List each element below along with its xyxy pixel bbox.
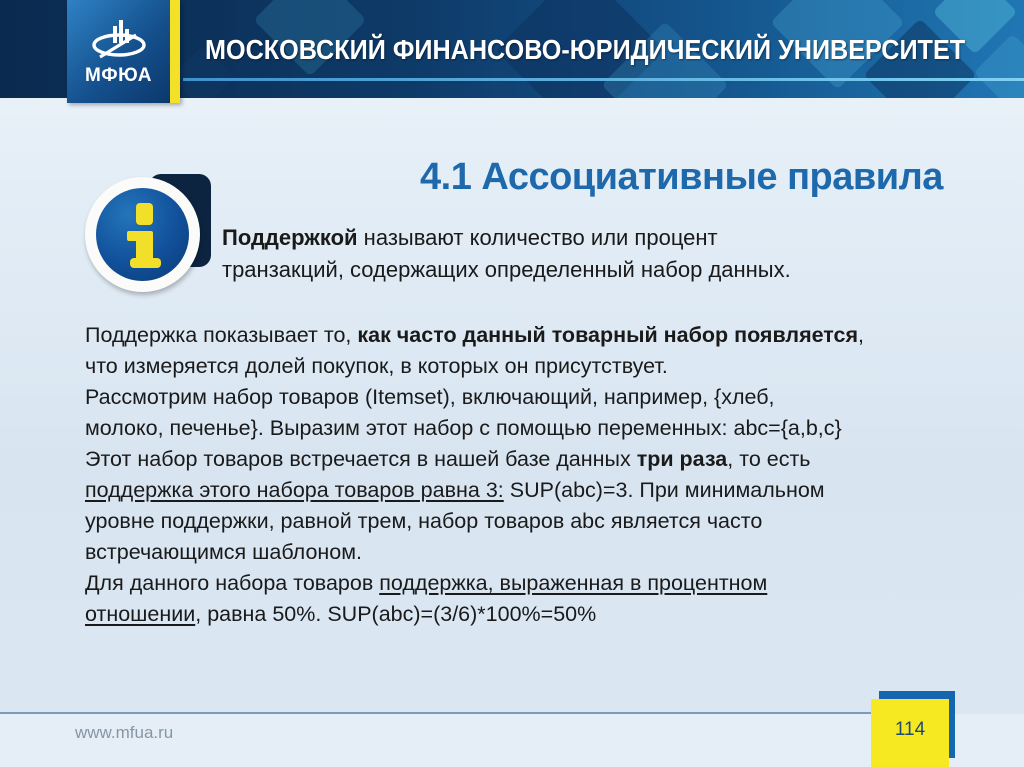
university-name: МОСКОВСКИЙ ФИНАНСОВО-ЮРИДИЧЕСКИЙ УНИВЕРСИТЕТ: [205, 34, 966, 65]
text-line: Этот набор товаров встречается в нашей базе данных три раза, то есть: [85, 447, 811, 471]
page-title: 4.1 Ассоциативные правила: [420, 156, 943, 198]
mfua-logo: [67, 0, 180, 103]
text-line: Для данного набора товаров поддержка, выраженная в процентном: [85, 571, 768, 595]
footer-divider-line: [0, 712, 872, 714]
text-line: транзакций, содержащих определенный набор данных.: [222, 257, 791, 282]
text-line: поддержка этого набора товаров равна 3: SUP(abc)=3. При минимальном: [85, 478, 825, 502]
info-icon-i-dot: [136, 203, 153, 225]
info-icon: [85, 170, 217, 296]
text-line: встречающимся шаблоном.: [85, 540, 362, 564]
text-line: что измеряется долей покупок, в которых он присутствует.: [85, 354, 668, 378]
page-number-badge: [871, 699, 949, 767]
body-text: [85, 320, 864, 630]
text-line: уровне поддержки, равной трем, набор товаров abc является часто: [85, 509, 763, 533]
text-line: отношении, равна 50%. SUP(abc)=(3/6)*100%=50%: [85, 602, 597, 626]
header-divider-line: [183, 78, 1024, 81]
mfua-emblem-icon: [86, 17, 152, 63]
logo-text: МФЮА: [85, 64, 152, 86]
text-line: молоко, печенье}. Выразим этот набор с помощью переменных: abc={a,b,c}: [85, 416, 842, 440]
text-line: Рассмотрим набор товаров (Itemset), включающий, например, {хлеб,: [85, 385, 775, 409]
page-number: 114: [894, 719, 926, 740]
text-line: Поддержкой называют количество или процент: [222, 225, 718, 250]
definition-text: [222, 222, 791, 286]
info-icon-i-foot: [130, 258, 161, 268]
text-line: Поддержка показывает то, как часто данный товарный набор появляется,: [85, 323, 865, 347]
site-url: www.mfua.ru: [75, 723, 174, 742]
